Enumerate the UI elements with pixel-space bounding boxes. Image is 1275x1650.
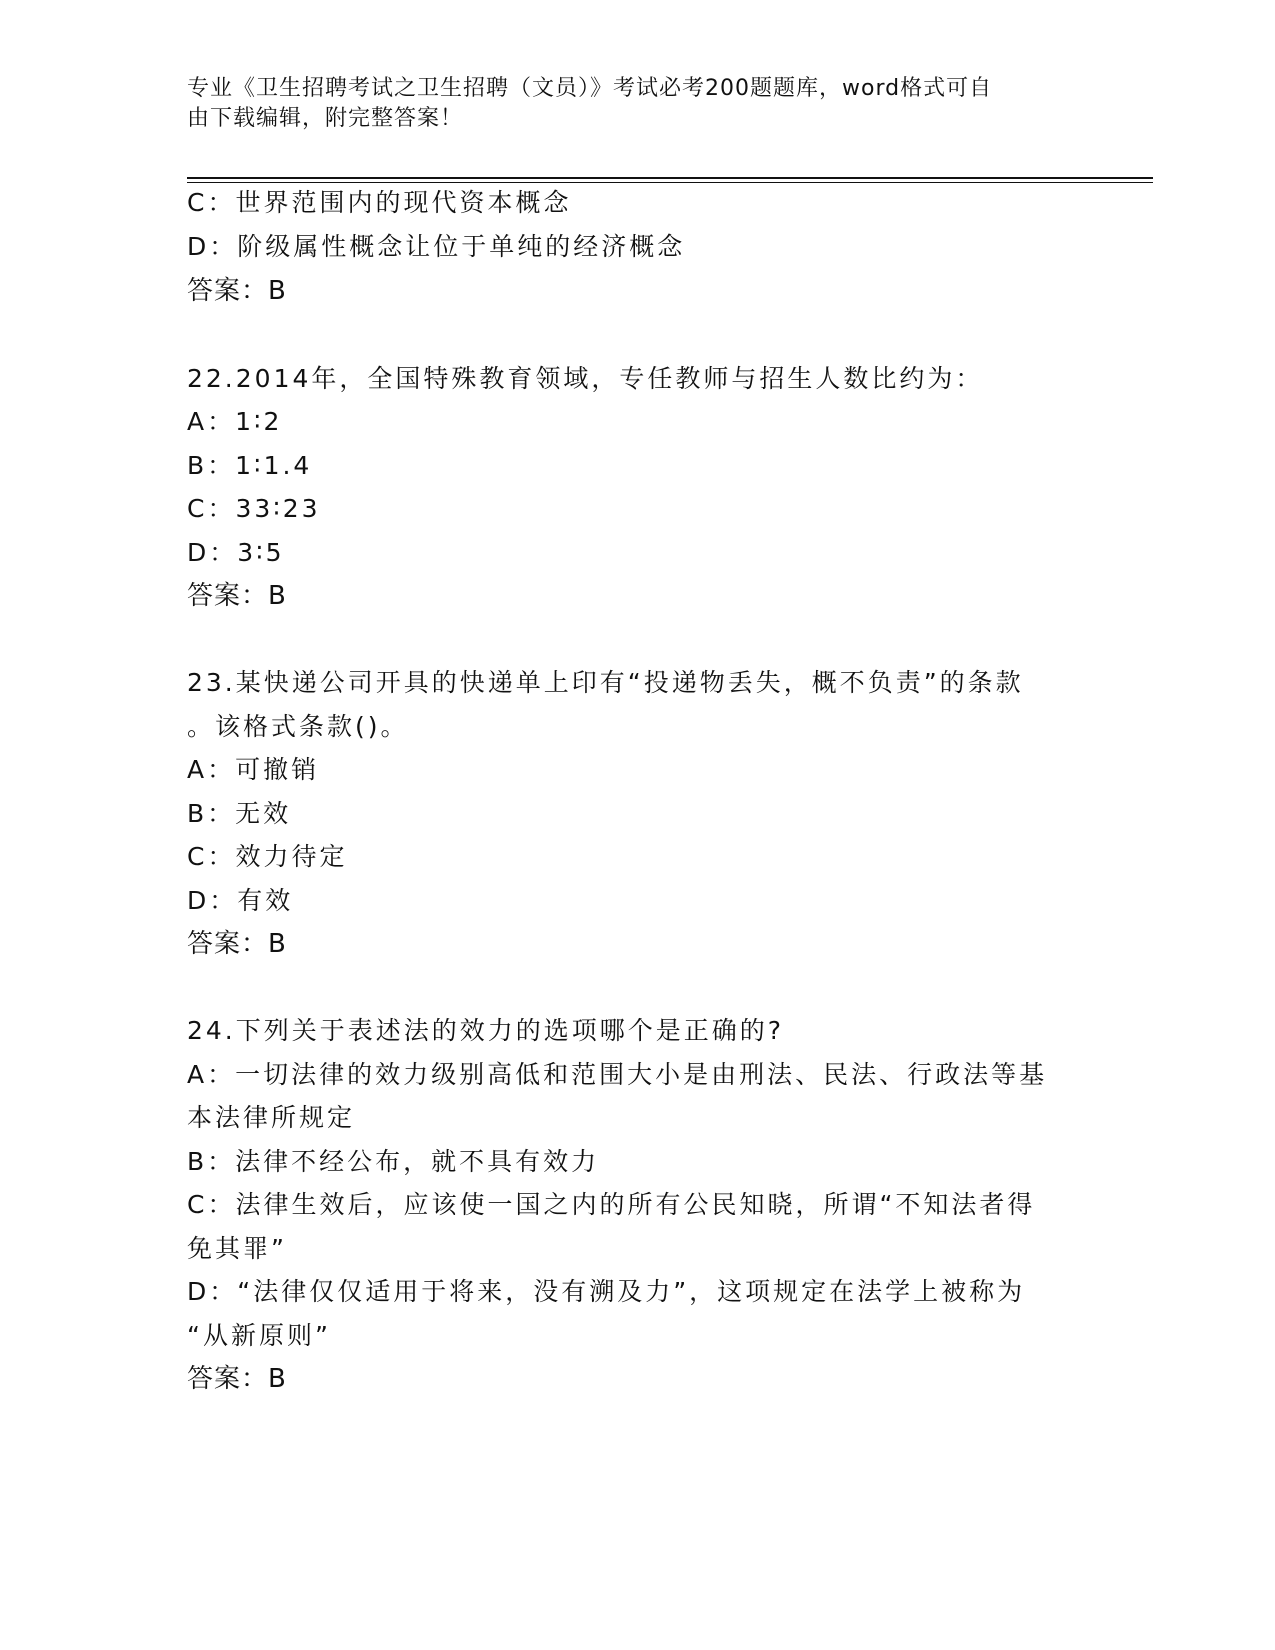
header-line-2: 由下载编辑，附完整答案！ (187, 106, 464, 131)
question-24-option-d-line-1: D：“法律仅仅适用于将来，没有溯及力”，这项规定在法学上被称为 (187, 1277, 1026, 1306)
question-24-answer: 答案：B (187, 1364, 287, 1394)
question-22-stem: 22.2014年，全国特殊教育领域，专任教师与招生人数比约为： (187, 364, 984, 393)
question-24-option-a-line-1: A：一切法律的效力级别高低和范围大小是由刑法、民法、行政法等基 (187, 1060, 1048, 1089)
question-23-option-b: B：无效 (187, 799, 292, 828)
question-23-answer: 答案：B (187, 929, 287, 959)
question-23-option-d: D：有效 (187, 886, 294, 915)
question-24-option-c-line-1: C：法律生效后，应该使一国之内的所有公民知晓，所谓“不知法者得 (187, 1190, 1036, 1219)
header-divider-thin (187, 182, 1153, 183)
question-22-option-c: C：33∶23 (187, 494, 321, 523)
question-24-option-d-line-2: “从新原则” (187, 1321, 331, 1350)
question-24-stem: 24.下列关于表述法的效力的选项哪个是正确的? (187, 1016, 785, 1045)
question-22-option-b: B：1∶1.4 (187, 451, 313, 480)
header-divider-thick (187, 177, 1153, 179)
question-24-option-a-line-2: 本法律所规定 (187, 1103, 356, 1132)
question-24-option-c-line-2: 免其罪” (187, 1234, 287, 1263)
prev-option-d: D：阶级属性概念让位于单纯的经济概念 (187, 232, 686, 261)
question-24-option-b: B：法律不经公布，就不具有效力 (187, 1147, 600, 1176)
question-22-option-d: D：3∶5 (187, 538, 285, 567)
question-22-answer: 答案：B (187, 581, 287, 611)
header-line-1: 专业《卫生招聘考试之卫生招聘（文员）》考试必考200题题库，word格式可自 (187, 76, 993, 101)
question-23-stem-line-2: 。该格式条款()。 (187, 712, 409, 741)
question-23-option-a: A：可撤销 (187, 755, 320, 784)
question-22-option-a: A：1∶2 (187, 407, 283, 436)
question-23-stem-line-1: 23.某快递公司开具的快递单上印有“投递物丢失，概不负责”的条款 (187, 668, 1024, 697)
document-header (187, 74, 1067, 134)
prev-option-c: C：世界范围内的现代资本概念 (187, 188, 572, 217)
prev-answer: 答案：B (187, 276, 287, 306)
question-23-option-c: C：效力待定 (187, 842, 348, 871)
